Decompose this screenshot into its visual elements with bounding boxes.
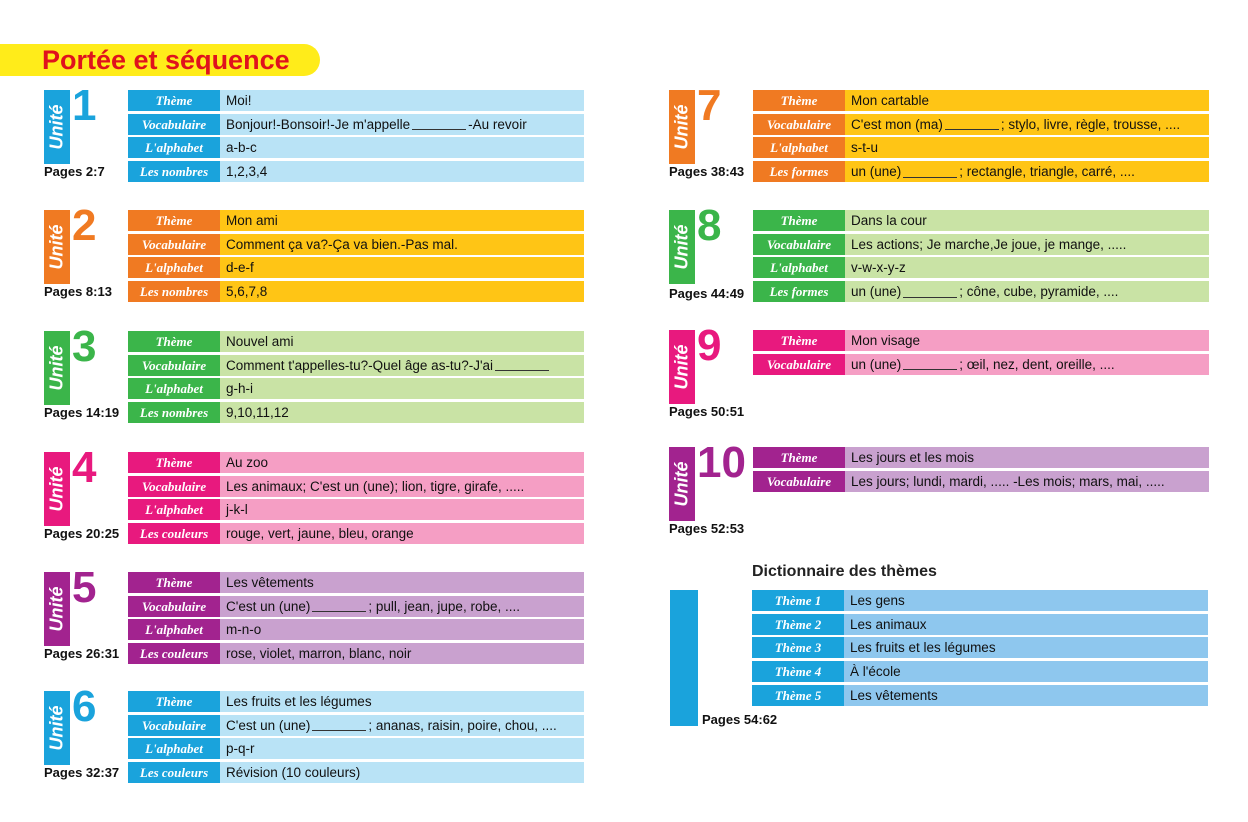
- row-label: Vocabulaire: [128, 596, 220, 617]
- row-label: Thème 4: [752, 661, 844, 682]
- table-row: [128, 572, 584, 593]
- row-label: Thème: [753, 90, 845, 111]
- row-value: [220, 523, 584, 544]
- row-value: [220, 378, 584, 399]
- unit-pages: Pages 26:31: [44, 646, 120, 661]
- row-value: [220, 476, 584, 497]
- row-label: Vocabulaire: [128, 476, 220, 497]
- row-value-suffix: ; ananas, raisin, poire, chou, ....: [368, 717, 557, 733]
- table-row: [753, 447, 1209, 468]
- unit-table: [128, 572, 584, 667]
- row-label: Les formes: [753, 161, 845, 182]
- unit-tab: [44, 691, 70, 765]
- fill-in-blank: [903, 288, 957, 298]
- row-label: Vocabulaire: [753, 234, 845, 255]
- row-value: [220, 572, 584, 593]
- unit-word: Unité: [671, 224, 692, 270]
- table-row: [753, 257, 1209, 278]
- row-value: [845, 330, 1209, 351]
- row-value: [220, 643, 584, 664]
- row-value: [220, 331, 584, 352]
- row-value-text: C'est mon (ma): [851, 116, 943, 132]
- row-value-text: un (une): [851, 164, 902, 180]
- row-value-text: s-t-u: [851, 140, 878, 156]
- table-row: [753, 354, 1209, 375]
- row-value: [845, 137, 1209, 158]
- unit-tab: [669, 330, 695, 404]
- row-value-text: j-k-l: [226, 502, 248, 518]
- table-row: [753, 210, 1209, 231]
- row-value: [220, 738, 584, 759]
- unit-number: 4: [72, 443, 97, 492]
- row-value-text: Mon ami: [226, 213, 278, 228]
- unit-pages: Pages 8:13: [44, 284, 112, 299]
- row-label: Vocabulaire: [128, 355, 220, 376]
- table-row: [128, 281, 584, 302]
- row-value-text: Moi!: [226, 93, 252, 108]
- row-value: [845, 447, 1209, 468]
- row-value-text: Comment t'appelles-tu?-Quel âge as-tu?-J'ai: [226, 357, 494, 373]
- unit-number: 9: [697, 321, 722, 370]
- unit-tab: [44, 572, 70, 646]
- row-value-text: Les animaux: [850, 616, 927, 632]
- unit-tab: [669, 210, 695, 284]
- row-value: [845, 471, 1209, 492]
- row-label: Vocabulaire: [128, 114, 220, 135]
- row-label: Thème 1: [752, 590, 844, 611]
- row-label: L'alphabet: [753, 137, 845, 158]
- unit-table: [753, 90, 1209, 185]
- row-label: Les nombres: [128, 161, 220, 182]
- table-row: [128, 234, 584, 255]
- row-label: L'alphabet: [128, 137, 220, 158]
- table-row: [752, 590, 1208, 611]
- row-value-text: Nouvel ami: [226, 334, 294, 349]
- unit-pages: Pages 38:43: [669, 164, 745, 179]
- row-value-text: Les vêtements: [850, 687, 938, 703]
- row-value-text: Mon cartable: [851, 93, 930, 108]
- unit-table: [128, 90, 584, 185]
- row-label: Thème: [128, 210, 220, 231]
- table-row: [128, 523, 584, 544]
- unit-pages: Pages 52:53: [669, 521, 745, 536]
- row-value-text: Les animaux; C'est un (une); lion, tigre, girafe, .....: [226, 478, 525, 494]
- fill-in-blank: [412, 120, 466, 130]
- unit-number: 6: [72, 682, 97, 731]
- row-label: Thème: [128, 452, 220, 473]
- unit-tab: [669, 90, 695, 164]
- row-value-text: Révision (10 couleurs): [226, 765, 361, 781]
- row-value-text: Les jours et les mois: [851, 450, 975, 465]
- row-value-text: g-h-i: [226, 381, 254, 397]
- row-value-text: d-e-f: [226, 260, 254, 276]
- row-value-text: 9,10,11,12: [226, 405, 289, 421]
- table-row: [128, 355, 584, 376]
- row-label: L'alphabet: [128, 257, 220, 278]
- row-label: Thème 2: [752, 614, 844, 635]
- table-row: [752, 685, 1208, 706]
- row-value-suffix: ; stylo, livre, règle, trousse, ....: [1000, 116, 1181, 132]
- unit-number: 2: [72, 201, 97, 250]
- fill-in-blank: [312, 602, 366, 612]
- row-value: [844, 614, 1208, 635]
- table-row: [128, 402, 584, 423]
- unit-pages: Pages 14:19: [44, 405, 120, 420]
- row-value-text: un (une): [851, 284, 902, 300]
- unit-pages: Pages 20:25: [44, 526, 120, 541]
- row-value: [220, 499, 584, 520]
- table-row: [752, 637, 1208, 658]
- unit-word: Unité: [46, 224, 67, 270]
- unit-table: [128, 210, 584, 305]
- row-label: Thème: [128, 572, 220, 593]
- fill-in-blank: [903, 168, 957, 178]
- row-value-suffix: ; pull, jean, jupe, robe, ....: [368, 598, 520, 614]
- row-value: [845, 354, 1209, 375]
- table-row: [128, 643, 584, 664]
- row-value-text: Les vêtements: [226, 575, 314, 590]
- row-value-text: C'est un (une): [226, 717, 311, 733]
- unit-table: [128, 691, 584, 786]
- unit-pages: Pages 50:51: [669, 404, 745, 419]
- row-value-text: Bonjour!-Bonsoir!-Je m'appelle: [226, 116, 411, 132]
- dictionary-pages: Pages 54:62: [702, 712, 778, 727]
- unit-word: Unité: [46, 586, 67, 632]
- row-value: [845, 257, 1209, 278]
- table-row: [753, 90, 1209, 111]
- row-value-text: 1,2,3,4: [226, 164, 268, 180]
- row-label: Thème: [128, 90, 220, 111]
- row-value: [844, 661, 1208, 682]
- row-value: [845, 161, 1209, 182]
- row-value: [220, 596, 584, 617]
- table-row: [128, 762, 584, 783]
- row-label: Thème: [753, 447, 845, 468]
- row-value-text: Les fruits et les légumes: [850, 640, 996, 656]
- row-label: Thème 3: [752, 637, 844, 658]
- row-value-suffix: ; œil, nez, dent, oreille, ....: [959, 356, 1115, 372]
- row-value: [220, 161, 584, 182]
- row-value-text: a-b-c: [226, 140, 257, 156]
- row-value: [844, 685, 1208, 706]
- table-row: [753, 114, 1209, 135]
- dictionary-bar: [670, 590, 698, 726]
- row-value-text: rose, violet, marron, blanc, noir: [226, 646, 412, 662]
- table-row: [128, 331, 584, 352]
- table-row: [128, 210, 584, 231]
- row-value-text: Les fruits et les légumes: [226, 694, 372, 709]
- row-value: [220, 619, 584, 640]
- fill-in-blank: [495, 361, 549, 371]
- unit-number: 3: [72, 322, 97, 371]
- table-row: [753, 137, 1209, 158]
- row-label: Les couleurs: [128, 523, 220, 544]
- row-value-text: Les gens: [850, 593, 905, 608]
- row-value-text: Mon visage: [851, 333, 921, 348]
- page-title: Portée et séquence: [42, 45, 290, 75]
- row-label: Vocabulaire: [753, 114, 845, 135]
- row-label: L'alphabet: [128, 378, 220, 399]
- unit-pages: Pages 2:7: [44, 164, 105, 179]
- row-value: [220, 234, 584, 255]
- row-label: Vocabulaire: [753, 354, 845, 375]
- table-row: [752, 661, 1208, 682]
- row-value: [220, 210, 584, 231]
- row-value: [845, 234, 1209, 255]
- row-label: Thème: [753, 210, 845, 231]
- unit-tab: [44, 331, 70, 405]
- row-value: [844, 590, 1208, 611]
- table-row: [128, 257, 584, 278]
- row-value: [844, 637, 1208, 658]
- row-value-text: Dans la cour: [851, 213, 927, 228]
- table-row: [128, 90, 584, 111]
- row-label: Les couleurs: [128, 762, 220, 783]
- row-label: Les nombres: [128, 281, 220, 302]
- row-value-text: Les actions; Je marche,Je joue, je mange, .....: [851, 236, 1127, 252]
- table-row: [753, 234, 1209, 255]
- row-label: L'alphabet: [753, 257, 845, 278]
- row-value-text: Les jours; lundi, mardi, ..... -Les mois; mars, mai, .....: [851, 473, 1165, 489]
- row-value: [845, 114, 1209, 135]
- unit-table: [128, 452, 584, 547]
- row-value-text: À l'école: [850, 664, 901, 680]
- row-value-text: p-q-r: [226, 741, 255, 757]
- row-value: [220, 691, 584, 712]
- unit-tab: [669, 447, 695, 521]
- row-value-suffix: ; rectangle, triangle, carré, ....: [959, 164, 1135, 180]
- table-row: [128, 476, 584, 497]
- row-value-text: 5,6,7,8: [226, 284, 268, 300]
- unit-number: 8: [697, 201, 722, 250]
- unit-word: Unité: [671, 104, 692, 150]
- row-value: [220, 762, 584, 783]
- row-value: [845, 210, 1209, 231]
- unit-number: 1: [72, 81, 97, 130]
- table-row: [128, 715, 584, 736]
- unit-number: 7: [697, 81, 722, 130]
- row-value-suffix: -Au revoir: [468, 116, 527, 132]
- row-value: [220, 257, 584, 278]
- row-label: L'alphabet: [128, 738, 220, 759]
- table-row: [128, 499, 584, 520]
- fill-in-blank: [945, 120, 999, 130]
- row-value: [220, 281, 584, 302]
- row-label: Thème: [128, 331, 220, 352]
- unit-tab: [44, 90, 70, 164]
- fill-in-blank: [312, 721, 366, 731]
- row-value: [220, 114, 584, 135]
- row-value-text: v-w-x-y-z: [851, 260, 906, 276]
- unit-word: Unité: [46, 466, 67, 512]
- unit-number: 10: [697, 438, 746, 487]
- row-label: Thème 5: [752, 685, 844, 706]
- dictionary-table: [752, 590, 1208, 708]
- table-row: [128, 738, 584, 759]
- table-row: [753, 281, 1209, 302]
- table-row: [753, 471, 1209, 492]
- row-value-text: Comment ça va?-Ça va bien.-Pas mal.: [226, 236, 458, 252]
- row-label: Thème: [128, 691, 220, 712]
- table-row: [752, 614, 1208, 635]
- unit-pages: Pages 44:49: [669, 286, 745, 301]
- table-row: [128, 452, 584, 473]
- row-value: [220, 355, 584, 376]
- unit-word: Unité: [46, 345, 67, 391]
- row-value-text: rouge, vert, jaune, bleu, orange: [226, 526, 414, 542]
- unit-tab: [44, 452, 70, 526]
- table-row: [128, 114, 584, 135]
- row-value: [845, 90, 1209, 111]
- row-value: [220, 402, 584, 423]
- row-label: L'alphabet: [128, 619, 220, 640]
- table-row: [128, 596, 584, 617]
- unit-number: 5: [72, 563, 97, 612]
- unit-table: [753, 210, 1209, 305]
- row-value-text: m-n-o: [226, 622, 262, 638]
- unit-tab: [44, 210, 70, 284]
- row-label: Les nombres: [128, 402, 220, 423]
- row-value: [220, 452, 584, 473]
- table-row: [128, 378, 584, 399]
- table-row: [128, 137, 584, 158]
- unit-table: [128, 331, 584, 426]
- row-label: Vocabulaire: [128, 715, 220, 736]
- unit-word: Unité: [671, 461, 692, 507]
- row-value: [220, 715, 584, 736]
- row-label: L'alphabet: [128, 499, 220, 520]
- unit-table: [753, 330, 1209, 377]
- row-value-text: un (une): [851, 356, 902, 372]
- row-value-suffix: ; cône, cube, pyramide, ....: [959, 284, 1119, 300]
- row-value: [845, 281, 1209, 302]
- row-label: Vocabulaire: [128, 234, 220, 255]
- unit-word: Unité: [46, 104, 67, 150]
- row-label: Thème: [753, 330, 845, 351]
- dictionary-title: Dictionnaire des thèmes: [752, 563, 937, 580]
- table-row: [128, 691, 584, 712]
- row-value-text: C'est un (une): [226, 598, 311, 614]
- table-row: [128, 161, 584, 182]
- row-label: Les couleurs: [128, 643, 220, 664]
- unit-word: Unité: [46, 705, 67, 751]
- unit-word: Unité: [671, 344, 692, 390]
- unit-table: [753, 447, 1209, 494]
- table-row: [753, 330, 1209, 351]
- table-row: [753, 161, 1209, 182]
- row-label: Vocabulaire: [753, 471, 845, 492]
- row-value-text: Au zoo: [226, 455, 269, 470]
- table-row: [128, 619, 584, 640]
- row-value: [220, 90, 584, 111]
- row-label: Les formes: [753, 281, 845, 302]
- fill-in-blank: [903, 360, 957, 370]
- row-value: [220, 137, 584, 158]
- unit-pages: Pages 32:37: [44, 765, 120, 780]
